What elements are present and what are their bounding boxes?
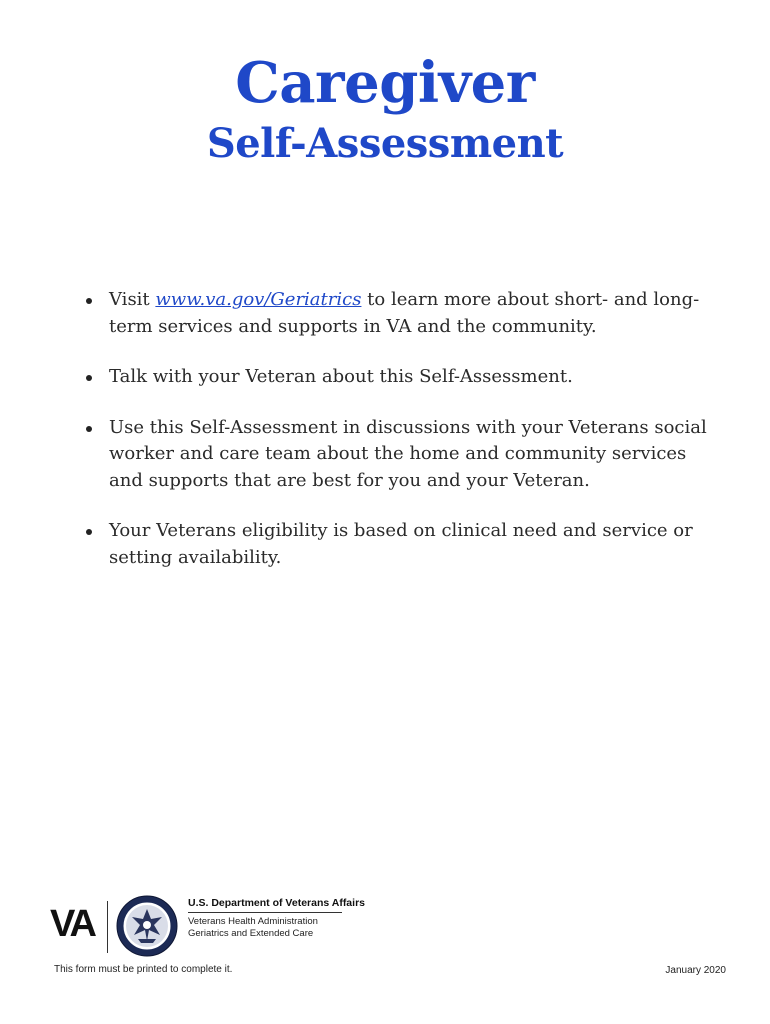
list-item-text: Use this Self-Assessment in discussions with your Veterans social worker and care team about the home and community services and supports that are best for you and your Veteran. xyxy=(109,416,707,491)
list-item-suffix: to learn more about short- and long-term services and supports in VA and the community. xyxy=(109,289,700,337)
bullet-dot-icon xyxy=(86,426,92,432)
bullet-dot-icon xyxy=(86,298,92,304)
va-wordmark: VA xyxy=(50,903,94,945)
revision-date: January 2020 xyxy=(665,965,726,976)
list-item xyxy=(84,415,724,495)
page-subtitle: Self-Assessment xyxy=(206,120,564,167)
program-name: Geriatrics and Extended Care xyxy=(188,928,314,939)
list-item xyxy=(84,518,724,571)
list-item-text: Talk with your Veteran about this Self-Assessment. xyxy=(109,366,573,387)
print-note: This form must be printed to complete it. xyxy=(54,964,233,975)
list-item-text: Your Veterans eligibility is based on clinical need and service or setting availability. xyxy=(109,520,693,568)
list-item-prefix: Visit xyxy=(109,289,156,310)
va-logo-block xyxy=(50,893,365,963)
bullet-dot-icon xyxy=(86,529,92,535)
department-name: U.S. Department of Veterans Affairs xyxy=(188,897,365,909)
info-list xyxy=(84,287,724,595)
page-title: Caregiver xyxy=(235,50,535,116)
department-rule xyxy=(188,912,342,913)
list-item xyxy=(84,287,724,340)
geriatrics-link[interactable]: www.va.gov/Geriatrics xyxy=(155,289,362,310)
administration-name: Veterans Health Administration xyxy=(188,916,318,927)
va-seal-icon xyxy=(116,895,178,957)
bullet-dot-icon xyxy=(86,375,92,381)
logo-divider xyxy=(107,901,108,953)
list-item xyxy=(84,364,724,391)
